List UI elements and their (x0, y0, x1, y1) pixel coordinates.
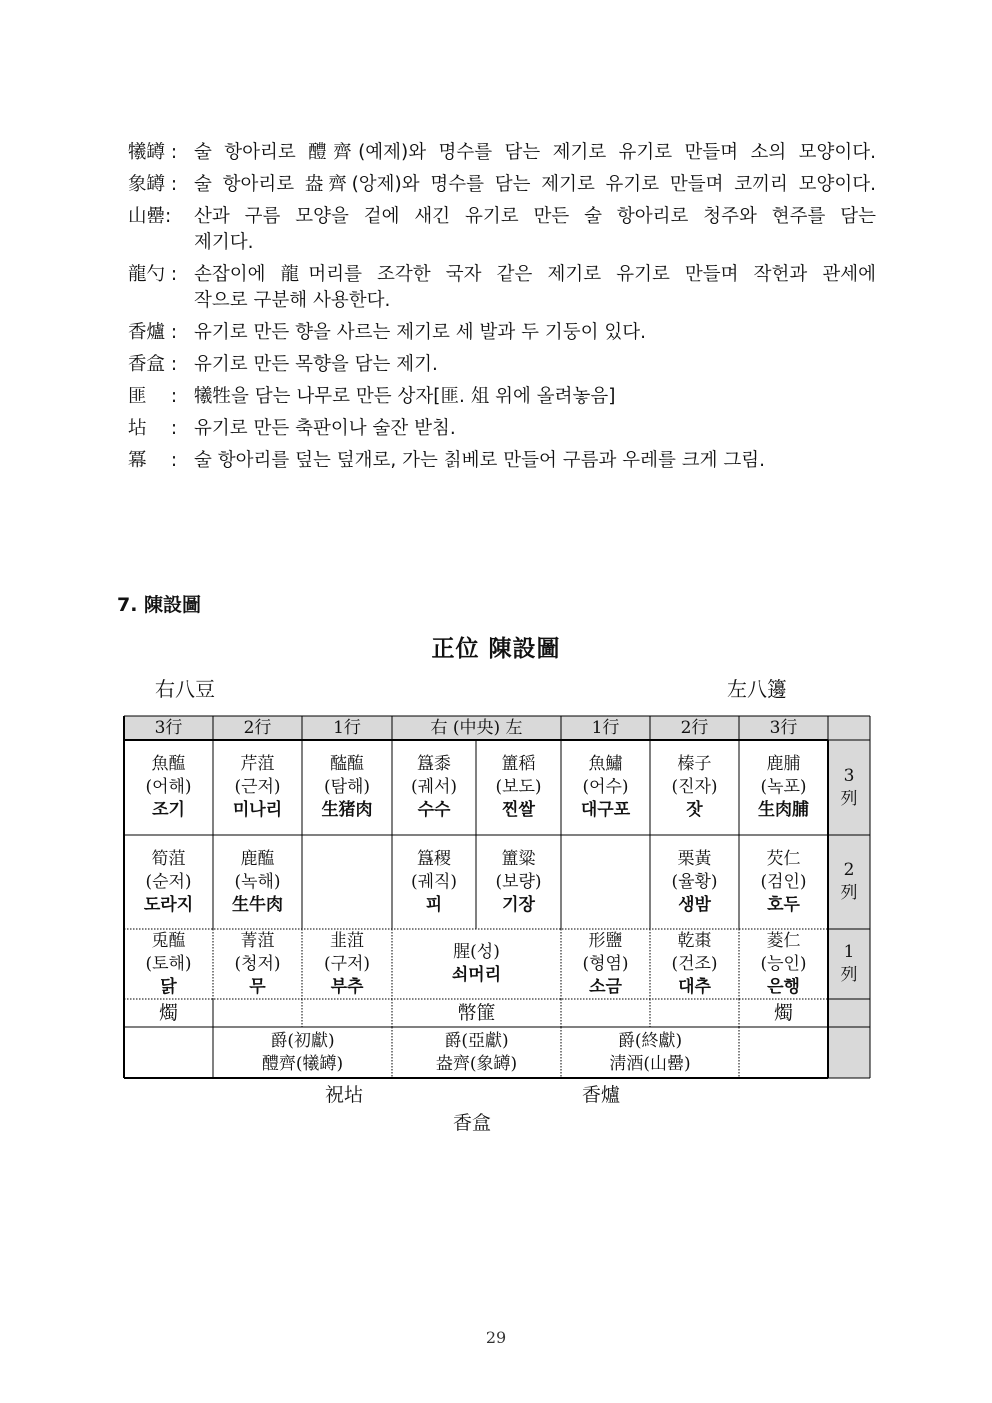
item-korean-name: 닭 (160, 976, 177, 997)
definition-text: 유기로 만든 축판이나 술잔 받침. (194, 418, 456, 439)
item-reading: (녹포) (760, 777, 807, 797)
definition-desc (194, 448, 876, 474)
item-name: 鹿脯 (766, 754, 801, 774)
item-korean-name: 호두 (767, 894, 800, 915)
definition-desc (194, 320, 876, 346)
definition-text: 犧牲을 담는 나무로 만든 상자[匪. 俎 위에 올려놓음] (194, 386, 616, 407)
definition-text: 술 항아리로 盎齊(앙제)와 명수를 담는 제기로 유기로 만들며 코끼리 모양이다. (194, 174, 876, 195)
item-name: 韭菹 (330, 930, 364, 951)
item-name: 簋稷 (417, 848, 451, 869)
definition-term: 香盒 : (128, 354, 178, 375)
item-reading: (탐해) (323, 777, 371, 797)
item-name: 榛子 (677, 754, 712, 774)
item-name: 菁菹 (240, 930, 275, 951)
item-reading: (검인) (760, 871, 807, 892)
header-label: 1行 (591, 717, 620, 738)
item-korean-name: 기장 (502, 894, 535, 915)
definition-item (128, 320, 876, 346)
item-reading: (진자) (671, 777, 718, 797)
item-korean-name: 소금 (589, 976, 622, 997)
definition-term: 龍勺 : (128, 264, 178, 285)
definition-continuation: 작으로 구분해 사용한다. (194, 290, 391, 311)
item-korean-name: 은행 (767, 976, 800, 997)
item-reading: (구저) (323, 953, 371, 974)
item-reading: (능인) (760, 953, 807, 974)
definition-term: 犧罇 : (128, 142, 178, 163)
item-korean-name: 무 (249, 976, 266, 997)
header-label: 3行 (769, 717, 798, 738)
header-label: 2行 (243, 717, 272, 738)
item-reading: (궤서) (410, 777, 458, 797)
item-name: 爵(亞獻) (444, 1030, 509, 1051)
definition-desc (194, 172, 876, 198)
definition-term: 山罍: (128, 206, 172, 227)
item-korean-name: 생밤 (678, 894, 711, 915)
right-side-label: 左八籩 (727, 677, 787, 701)
definition-text: 손잡이에 龍머리를 조각한 국자 같은 제기로 유기로 만들며 작헌과 관세에 (194, 264, 876, 285)
item-name: 爵(終獻) (617, 1030, 683, 1051)
item-korean-name: 찐쌀 (502, 800, 535, 820)
item-reading: (녹해) (234, 871, 281, 892)
definition-text: 유기로 만든 향을 사르는 제기로 세 발과 두 기둥이 있다. (194, 322, 646, 343)
definition-item (128, 140, 876, 166)
prayer-stand-label: 祝坫 (325, 1084, 364, 1106)
item-name: 魚醢 (151, 754, 186, 774)
item-korean-name: 미나리 (232, 800, 283, 820)
item-name: 形鹽 (588, 930, 623, 951)
definition-text: 술 항아리를 덮는 덮개로, 가는 칡베로 만들어 구름과 우레를 크게 그림. (194, 450, 765, 471)
item-reading: (근저) (234, 777, 281, 797)
definition-item (128, 448, 876, 474)
definition-list (128, 140, 876, 480)
item-korean-name: 수수 (417, 800, 451, 820)
item-korean-name: 부추 (330, 976, 364, 997)
definition-item (128, 172, 876, 198)
incense-box-label: 香盒 (453, 1112, 492, 1134)
page-number: 29 (485, 1328, 507, 1347)
definition-term: 象罇 : (128, 174, 178, 195)
candle-left-text: 燭 (158, 1001, 178, 1024)
item-reading: (토해) (145, 953, 192, 974)
definition-item (128, 262, 876, 314)
definition-text: 산과 구름 모양을 겉에 새긴 유기로 만든 술 항아리로 청주와 현주를 담는 (194, 206, 876, 227)
left-side-label: 右八豆 (155, 677, 215, 701)
item-reading: 盎齊(象罇) (435, 1053, 518, 1074)
definition-item (128, 384, 876, 410)
item-name: 芡仁 (766, 848, 801, 869)
item-reading: (순저) (145, 871, 192, 892)
definition-item (128, 416, 876, 442)
item-reading: (보량) (495, 871, 542, 892)
item-reading: 醴齊(犧罇) (261, 1053, 344, 1074)
item-name: 乾棗 (677, 930, 712, 951)
item-name: 芹菹 (240, 754, 275, 774)
definition-term: 匪 : (128, 386, 178, 407)
item-name: 2 (843, 860, 855, 880)
definition-term: 坫 : (128, 418, 178, 439)
item-name: 菱仁 (766, 930, 801, 951)
table-lines (124, 716, 870, 1078)
section-title: 7. 陳設圖 (117, 594, 202, 616)
definition-desc (194, 384, 876, 410)
definition-desc (194, 262, 876, 314)
item-reading: 淸酒(山罍) (609, 1053, 691, 1074)
item-reading: 列 (840, 965, 858, 985)
header-label: 1行 (333, 717, 361, 738)
header-label: 3行 (154, 717, 183, 738)
item-name: 3 (843, 765, 855, 786)
item-reading: (청저) (234, 953, 281, 974)
incense-burner-label: 香爐 (582, 1084, 621, 1106)
header-label: 2行 (680, 717, 709, 738)
definition-term: 香爐 : (128, 322, 178, 343)
item-korean-name: 대추 (678, 976, 711, 997)
item-name: 簠粱 (501, 848, 536, 869)
item-reading: (형염) (582, 953, 629, 974)
definition-text: 술 항아리로 醴齊(예제)와 명수를 담는 제기로 유기로 만들며 소의 모양이다. (194, 142, 876, 163)
item-name: 爵(初獻) (270, 1030, 335, 1051)
item-reading: 列 (840, 788, 858, 809)
arrangement-table (124, 716, 870, 1078)
definition-desc (194, 204, 876, 256)
figure-title: 正位 陳設圖 (431, 635, 561, 662)
item-name: 簠稻 (501, 754, 536, 774)
definition-text: 유기로 만든 목향을 담는 제기. (194, 354, 438, 375)
item-korean-name: 도라지 (143, 894, 194, 915)
item-name: 醓醢 (330, 754, 364, 774)
candle-right-text: 燭 (773, 1001, 793, 1024)
item-korean-name: 生猪肉 (321, 800, 373, 820)
item-reading: (어수) (582, 777, 629, 797)
item-korean-name: 잣 (686, 800, 703, 820)
header-label: 右 (中央) 左 (430, 717, 523, 738)
item-reading: (건조) (671, 953, 718, 974)
item-name: 栗黃 (677, 848, 712, 869)
item-name: 腥(성) (453, 942, 500, 962)
definition-term: 冪 : (128, 450, 178, 471)
item-reading: 列 (840, 883, 858, 903)
definition-item (128, 204, 876, 256)
item-reading: (율황) (671, 871, 718, 892)
item-name: 鹿醢 (240, 848, 275, 869)
item-name: 兎醢 (151, 930, 186, 951)
definition-item (128, 352, 876, 378)
item-reading: (보도) (495, 777, 542, 797)
item-name: 筍菹 (151, 848, 186, 869)
item-korean-name: 대구포 (580, 800, 631, 820)
definition-continuation: 제기다. (194, 232, 254, 253)
definition-desc (194, 416, 876, 442)
silk-basket-text: 幣篚 (457, 1001, 496, 1024)
item-korean-name: 쇠머리 (451, 965, 502, 985)
definition-desc (194, 352, 876, 378)
item-korean-name: 生肉脯 (758, 800, 809, 820)
definition-desc (194, 140, 876, 166)
item-reading: (어해) (145, 777, 192, 797)
item-name: 魚鱐 (588, 754, 623, 774)
item-reading: (궤직) (410, 871, 458, 892)
item-korean-name: 피 (425, 894, 443, 915)
item-name: 簋黍 (417, 754, 451, 774)
item-name: 1 (843, 942, 855, 962)
item-korean-name: 生牛肉 (232, 894, 283, 915)
item-korean-name: 조기 (152, 800, 185, 820)
